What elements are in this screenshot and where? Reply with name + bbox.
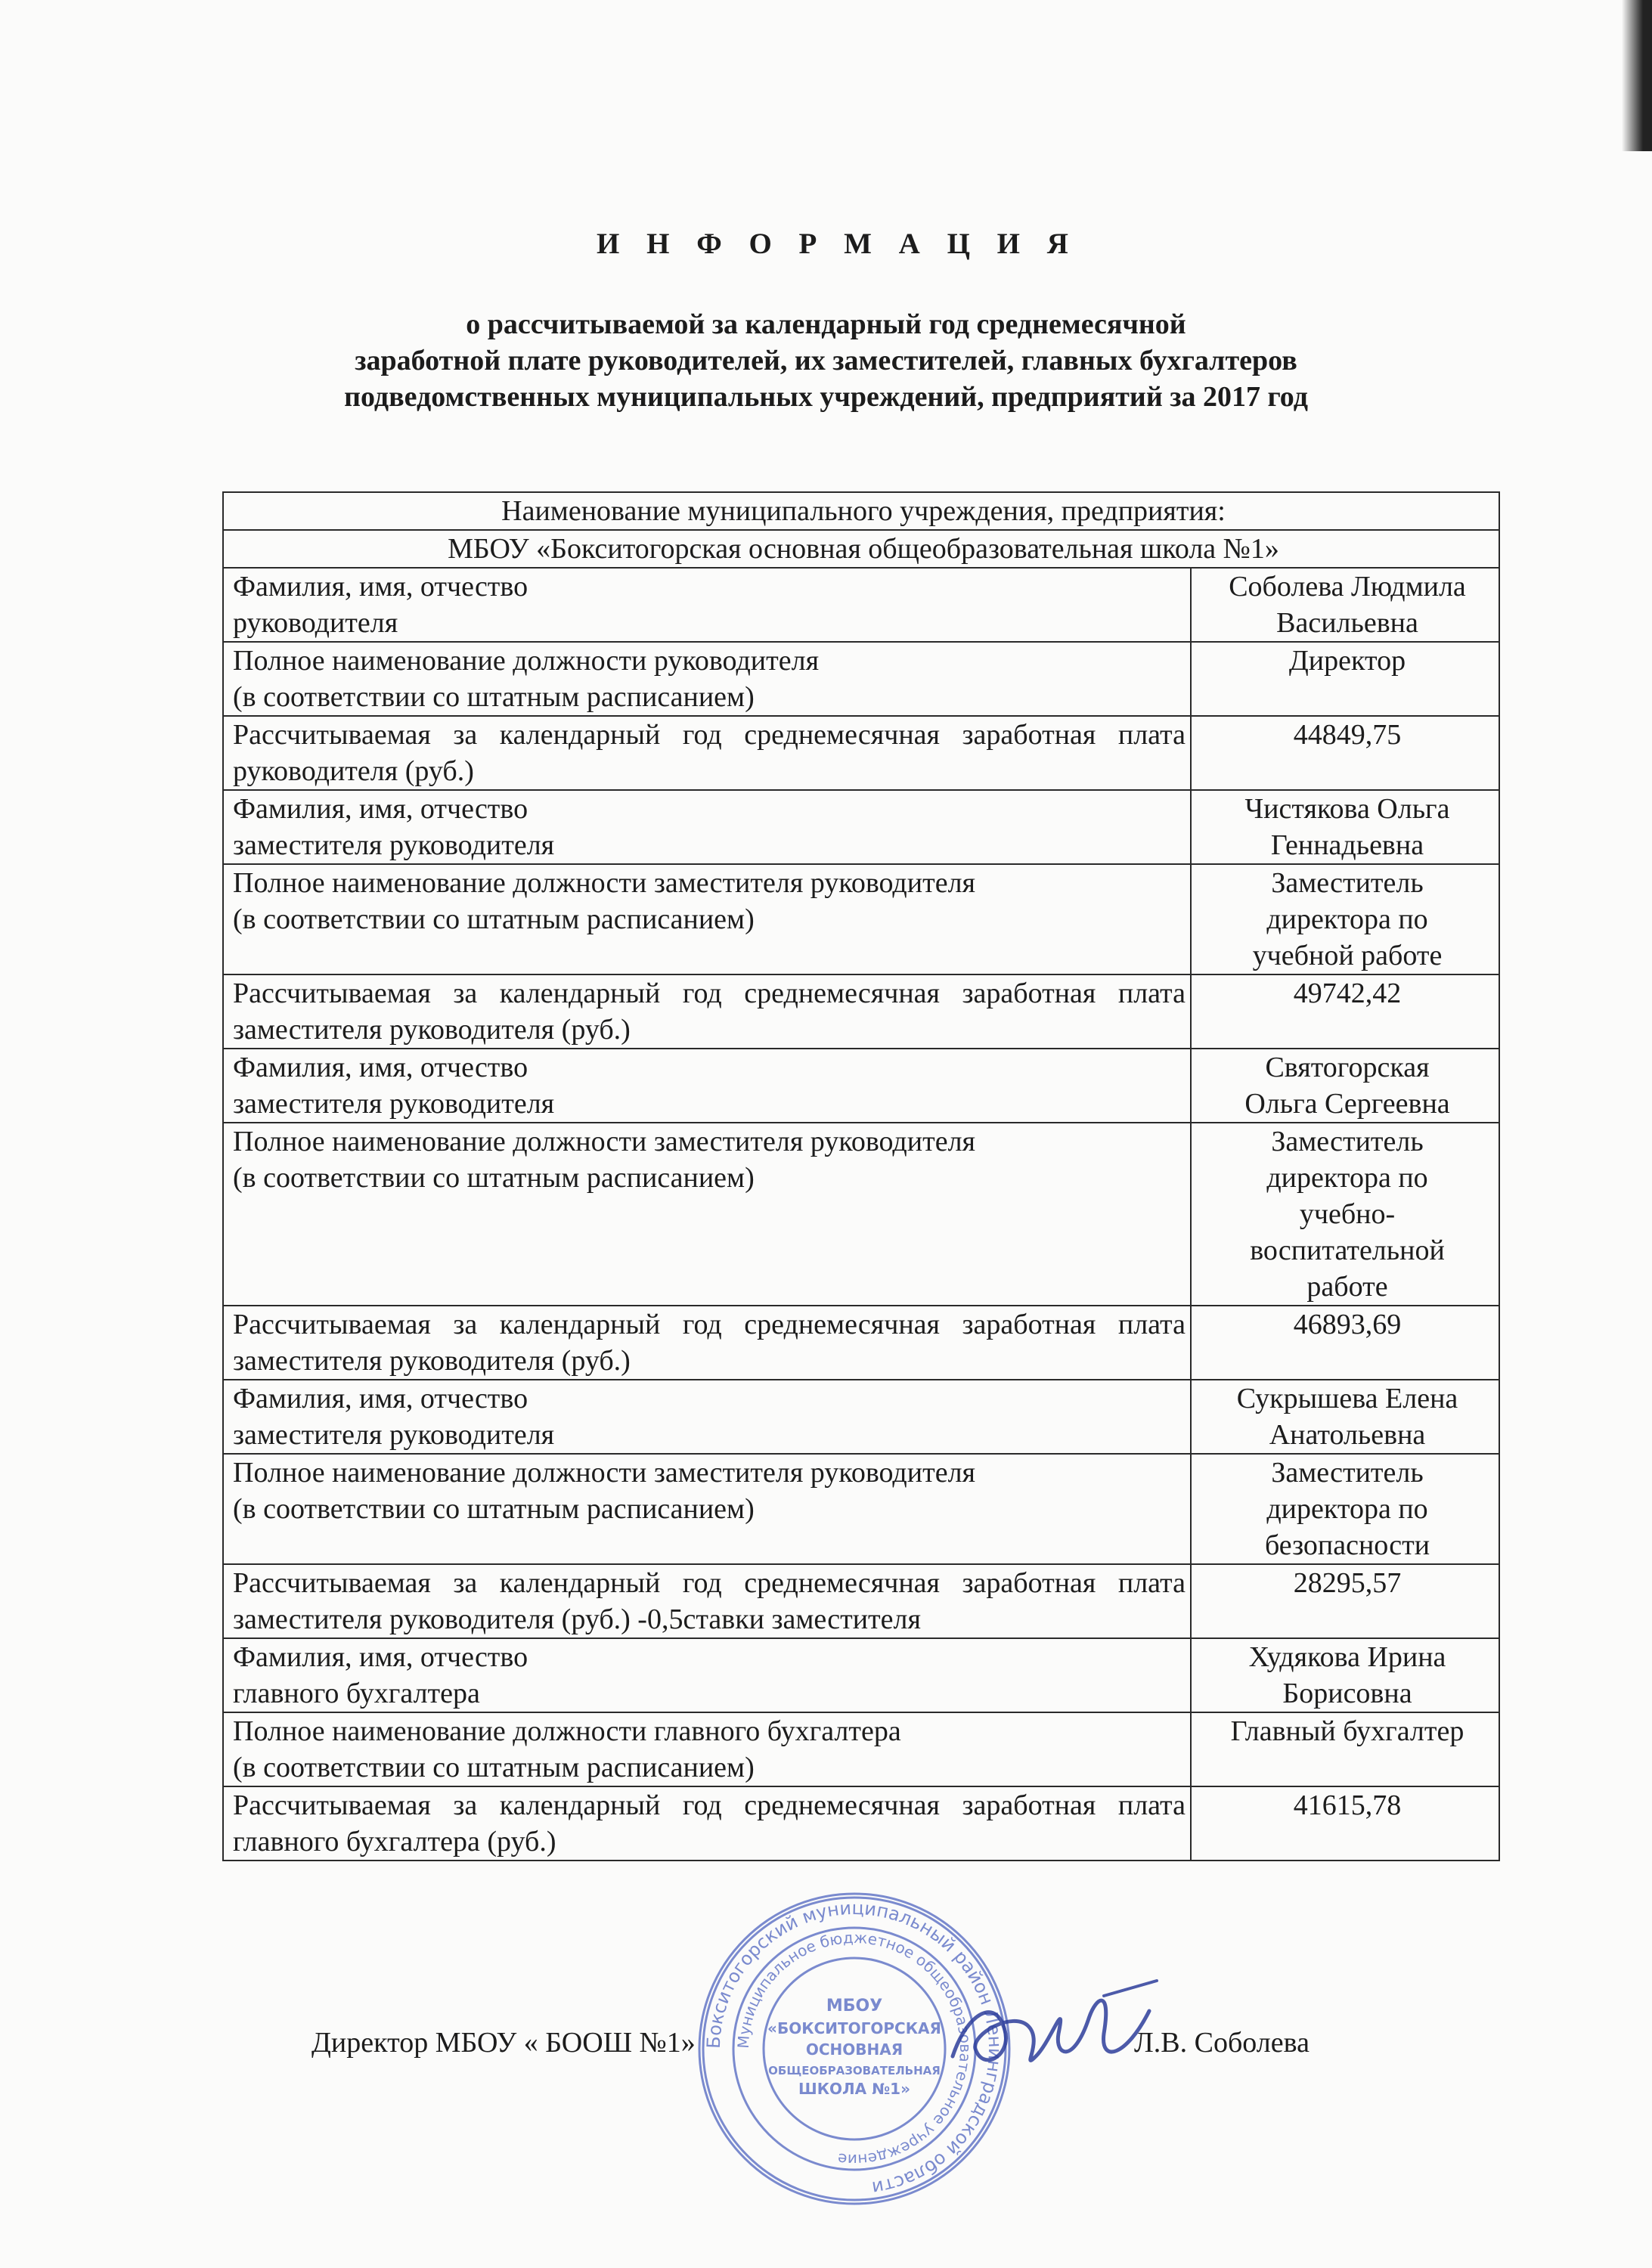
row-value: 46893,69 xyxy=(1191,1306,1499,1380)
table-header-label: Наименование муниципального учреждения, предприятия: xyxy=(223,492,1499,530)
salary-info-table xyxy=(222,491,1500,1861)
document-subtitle-line-3: подведомственных муниципальных учреждений, предприятий за 2017 год xyxy=(344,381,1308,413)
row-label: Рассчитываемая за календарный год среднемесячная заработная плата руководителя (руб.) xyxy=(223,716,1191,790)
table-row xyxy=(223,1786,1499,1861)
stamp-center-line-1: МБОУ xyxy=(826,1997,883,2015)
stamp-center-line-5: ШКОЛА №1» xyxy=(798,2080,911,2098)
table-row xyxy=(223,1380,1499,1454)
row-value: 49742,42 xyxy=(1191,974,1499,1049)
table-row xyxy=(223,864,1499,974)
table-institution-row xyxy=(223,530,1499,568)
stamp-center-line-2: «БОКСИТОГОРСКАЯ xyxy=(767,2019,941,2037)
table-row xyxy=(223,1049,1499,1123)
row-label: Полное наименование должности главного бухгалтера (в соответствии со штатным расписанием) xyxy=(223,1712,1191,1786)
stamp-outer-textpath: Бокситогорский муниципальный район Ленинградской области xyxy=(702,1897,1006,2199)
document-subtitle-line-2: заработной плате руководителей, их заместителей, главных бухгалтеров xyxy=(355,345,1297,376)
stamp-center-line-3: ОСНОВНАЯ xyxy=(805,2040,903,2059)
table-row xyxy=(223,790,1499,864)
stamp-center-line-4: ОБЩЕОБРАЗОВАТЕЛЬНАЯ xyxy=(768,2064,941,2077)
table-row xyxy=(223,974,1499,1049)
row-value: 41615,78 xyxy=(1191,1786,1499,1861)
table-row xyxy=(223,1123,1499,1306)
row-value: Сукрышева Елена Анатольевна xyxy=(1191,1380,1499,1454)
row-label: Рассчитываемая за календарный год среднемесячная заработная плата заместителя руководителя (руб.) -0,5ставки заместителя xyxy=(223,1564,1191,1638)
scan-edge-shadow xyxy=(1622,0,1652,151)
document-subtitle-line-1: о рассчитываемой за календарный год среднемесячной xyxy=(466,308,1186,340)
row-value: Соболева Людмила Васильевна xyxy=(1191,568,1499,642)
table-row xyxy=(223,642,1499,716)
institution-name: МБОУ «Бокситогорская основная общеобразовательная школа №1» xyxy=(223,530,1499,568)
row-label: Рассчитываемая за календарный год среднемесячная заработная плата главного бухгалтера (руб.) xyxy=(223,1786,1191,1861)
table-row xyxy=(223,568,1499,642)
row-value: Главный бухгалтер xyxy=(1191,1712,1499,1786)
row-value: Заместитель директора по безопасности xyxy=(1191,1454,1499,1564)
row-label: Фамилия, имя, отчество главного бухгалтера xyxy=(223,1638,1191,1712)
row-value: Заместитель директора по учебно- воспитательной работе xyxy=(1191,1123,1499,1306)
row-value: 44849,75 xyxy=(1191,716,1499,790)
stamp-inner-textpath: Муниципальное бюджетное общеобразовательное учреждение xyxy=(733,1928,975,2170)
signer-name: Л.В. Соболева xyxy=(1134,2027,1310,2059)
document-heading xyxy=(0,227,1652,415)
table-row xyxy=(223,1564,1499,1638)
table-row xyxy=(223,1638,1499,1712)
row-label: Фамилия, имя, отчество заместителя руководителя xyxy=(223,1049,1191,1123)
table-row xyxy=(223,1454,1499,1564)
row-label: Полное наименование должности заместителя руководителя (в соответствии со штатным расписанием) xyxy=(223,1454,1191,1564)
row-value: 28295,57 xyxy=(1191,1564,1499,1638)
row-label: Рассчитываемая за календарный год среднемесячная заработная плата заместителя руководителя (руб.) xyxy=(223,1306,1191,1380)
row-value: Святогорская Ольга Сергеевна xyxy=(1191,1049,1499,1123)
row-label: Фамилия, имя, отчество руководителя xyxy=(223,568,1191,642)
row-value: Директор xyxy=(1191,642,1499,716)
row-label: Полное наименование должности руководителя (в соответствии со штатным расписанием) xyxy=(223,642,1191,716)
row-value: Чистякова Ольга Геннадьевна xyxy=(1191,790,1499,864)
row-label: Фамилия, имя, отчество заместителя руководителя xyxy=(223,1380,1191,1454)
signer-position: Директор МБОУ « БООШ №1» xyxy=(311,2027,696,2059)
row-label: Фамилия, имя, отчество заместителя руководителя xyxy=(223,790,1191,864)
row-value: Худякова Ирина Борисовна xyxy=(1191,1638,1499,1712)
document-title: И Н Ф О Р М А Ц И Я xyxy=(597,228,1078,260)
handwritten-signature xyxy=(938,1966,1164,2102)
table-row xyxy=(223,716,1499,790)
row-value: Заместитель директора по учебной работе xyxy=(1191,864,1499,974)
table-header-row xyxy=(223,492,1499,530)
row-label: Полное наименование должности заместителя руководителя (в соответствии со штатным расписанием) xyxy=(223,864,1191,974)
row-label: Полное наименование должности заместителя руководителя (в соответствии со штатным расписанием) xyxy=(223,1123,1191,1306)
table-row xyxy=(223,1306,1499,1380)
row-label: Рассчитываемая за календарный год среднемесячная заработная плата заместителя руководителя (руб.) xyxy=(223,974,1191,1049)
table-row xyxy=(223,1712,1499,1786)
